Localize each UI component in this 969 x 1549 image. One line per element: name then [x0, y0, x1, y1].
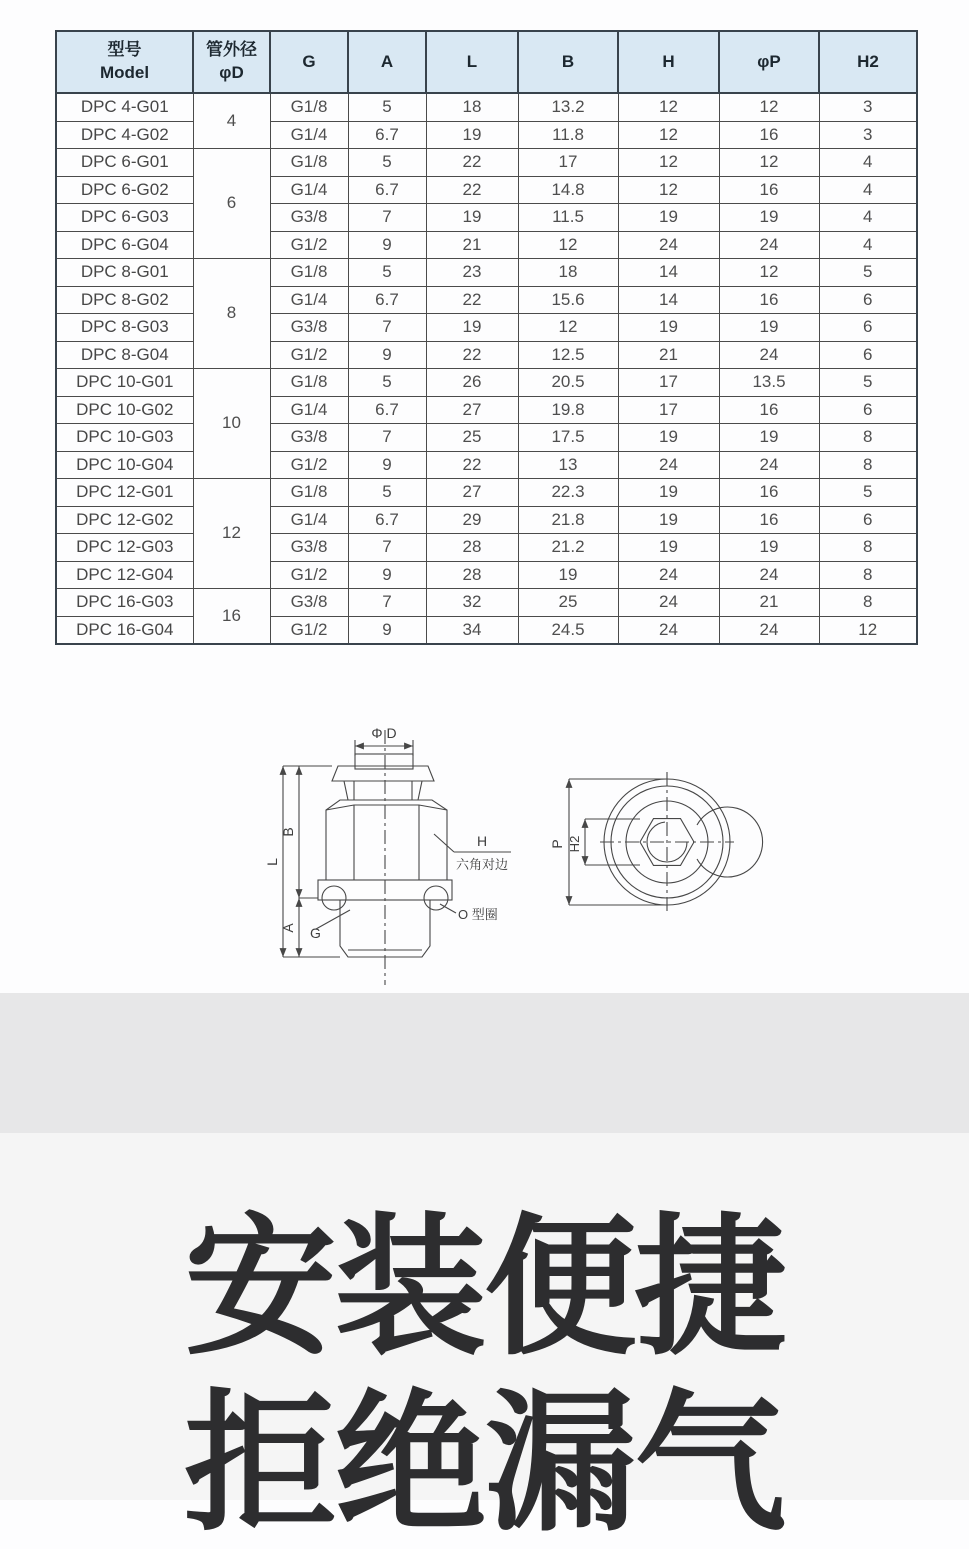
cell-h: 24	[618, 561, 719, 589]
cell-b: 12.5	[518, 341, 618, 369]
cell-g: G1/2	[270, 341, 348, 369]
release-collar	[344, 781, 422, 800]
cell-model: DPC 12-G03	[56, 534, 193, 562]
cell-g: G3/8	[270, 534, 348, 562]
cell-model: DPC 10-G01	[56, 369, 193, 397]
cell-l: 28	[426, 561, 518, 589]
cell-p: 24	[719, 451, 819, 479]
cell-model: DPC 8-G03	[56, 314, 193, 342]
column-header-model: 型号 Model	[56, 31, 193, 93]
cell-b: 13.2	[518, 93, 618, 121]
column-header-p: φP	[719, 31, 819, 93]
cell-g: G1/4	[270, 396, 348, 424]
cell-a: 9	[348, 231, 426, 259]
cell-b: 12	[518, 314, 618, 342]
hex-body	[326, 800, 447, 880]
cell-b: 19.8	[518, 396, 618, 424]
cell-b: 15.6	[518, 286, 618, 314]
cell-p: 19	[719, 204, 819, 232]
cell-h2: 4	[819, 176, 917, 204]
table-row	[56, 286, 917, 314]
table-row	[56, 451, 917, 479]
cell-h: 12	[618, 93, 719, 121]
cell-h2: 4	[819, 204, 917, 232]
column-header-l: L	[426, 31, 518, 93]
cell-l: 19	[426, 121, 518, 149]
cell-model: DPC 12-G02	[56, 506, 193, 534]
cell-l: 22	[426, 286, 518, 314]
cell-b: 21.2	[518, 534, 618, 562]
cell-h: 19	[618, 314, 719, 342]
cell-h2: 6	[819, 286, 917, 314]
cell-h2: 3	[819, 121, 917, 149]
cell-h: 24	[618, 451, 719, 479]
cell-h2: 12	[819, 616, 917, 644]
cell-h: 19	[618, 204, 719, 232]
slogan-banner	[0, 1133, 969, 1549]
cell-l: 27	[426, 396, 518, 424]
cell-outer-diameter: 10	[193, 369, 270, 479]
table-row	[56, 93, 917, 121]
table-row	[56, 506, 917, 534]
cell-h2: 6	[819, 396, 917, 424]
table-row	[56, 424, 917, 452]
cell-a: 9	[348, 616, 426, 644]
cell-g: G1/8	[270, 259, 348, 287]
table-row	[56, 479, 917, 507]
cell-g: G1/4	[270, 506, 348, 534]
cell-l: 25	[426, 424, 518, 452]
cell-b: 17	[518, 149, 618, 177]
cell-l: 23	[426, 259, 518, 287]
cell-h2: 8	[819, 561, 917, 589]
cell-h: 14	[618, 286, 719, 314]
table-row	[56, 176, 917, 204]
cell-p: 19	[719, 534, 819, 562]
table-row	[56, 204, 917, 232]
cell-g: G1/4	[270, 176, 348, 204]
cell-h2: 6	[819, 314, 917, 342]
oring-label: O 型圈	[458, 907, 498, 922]
cell-h2: 8	[819, 424, 917, 452]
cell-p: 12	[719, 149, 819, 177]
technical-drawing	[250, 712, 780, 997]
tube-outline	[355, 754, 413, 769]
cell-outer-diameter: 8	[193, 259, 270, 369]
cell-outer-diameter: 4	[193, 93, 270, 149]
cell-g: G1/8	[270, 479, 348, 507]
cell-b: 11.5	[518, 204, 618, 232]
cell-g: G1/2	[270, 451, 348, 479]
cell-b: 24.5	[518, 616, 618, 644]
cell-h: 21	[618, 341, 719, 369]
dim-L-label: L	[264, 858, 280, 866]
cell-h2: 6	[819, 341, 917, 369]
cell-l: 34	[426, 616, 518, 644]
cell-a: 6.7	[348, 286, 426, 314]
cell-l: 26	[426, 369, 518, 397]
cell-h: 19	[618, 424, 719, 452]
top-view-labels	[549, 836, 582, 853]
spec-table	[55, 30, 918, 645]
cell-g: G1/4	[270, 286, 348, 314]
cell-l: 22	[426, 451, 518, 479]
column-header-b: B	[518, 31, 618, 93]
dim-A-label: A	[280, 923, 296, 933]
table-row	[56, 121, 917, 149]
cell-p: 21	[719, 589, 819, 617]
dim-phid-label: Φ D	[371, 725, 397, 741]
cell-a: 5	[348, 259, 426, 287]
cell-p: 19	[719, 314, 819, 342]
table-row	[56, 149, 917, 177]
cell-p: 19	[719, 424, 819, 452]
cell-model: DPC 6-G02	[56, 176, 193, 204]
cell-b: 22.3	[518, 479, 618, 507]
cell-g: G3/8	[270, 314, 348, 342]
cell-model: DPC 16-G03	[56, 589, 193, 617]
cell-b: 12	[518, 231, 618, 259]
cell-l: 27	[426, 479, 518, 507]
cell-p: 16	[719, 121, 819, 149]
cell-b: 13	[518, 451, 618, 479]
cell-h: 24	[618, 231, 719, 259]
cell-h: 14	[618, 259, 719, 287]
cell-g: G1/2	[270, 561, 348, 589]
cell-a: 6.7	[348, 396, 426, 424]
leader-G	[316, 910, 350, 929]
cell-a: 5	[348, 93, 426, 121]
cell-g: G1/2	[270, 231, 348, 259]
table-row	[56, 231, 917, 259]
cell-model: DPC 4-G02	[56, 121, 193, 149]
cell-p: 24	[719, 341, 819, 369]
column-header-d: 管外径 φD	[193, 31, 270, 93]
hex-label: H	[476, 833, 488, 849]
cell-p: 24	[719, 616, 819, 644]
cell-model: DPC 10-G02	[56, 396, 193, 424]
cell-p: 16	[719, 506, 819, 534]
oring-left	[322, 886, 346, 910]
table-row	[56, 534, 917, 562]
cell-l: 22	[426, 149, 518, 177]
cell-model: DPC 8-G01	[56, 259, 193, 287]
spec-table-body	[56, 93, 917, 644]
cell-h: 24	[618, 616, 719, 644]
cell-l: 22	[426, 341, 518, 369]
front-view-labels	[264, 725, 508, 941]
cell-h: 19	[618, 534, 719, 562]
cell-outer-diameter: 6	[193, 149, 270, 259]
cell-h2: 8	[819, 589, 917, 617]
cell-l: 29	[426, 506, 518, 534]
cell-b: 17.5	[518, 424, 618, 452]
column-header-h: H	[618, 31, 719, 93]
table-row	[56, 396, 917, 424]
cell-a: 6.7	[348, 176, 426, 204]
table-row	[56, 369, 917, 397]
cap-flange	[332, 766, 434, 781]
column-header-a: A	[348, 31, 426, 93]
cell-a: 7	[348, 534, 426, 562]
table-row	[56, 314, 917, 342]
cell-p: 24	[719, 561, 819, 589]
header-row	[56, 31, 917, 93]
cell-l: 22	[426, 176, 518, 204]
cell-l: 28	[426, 534, 518, 562]
top-view-drawing	[569, 772, 763, 914]
cell-b: 25	[518, 589, 618, 617]
cell-model: DPC 16-G04	[56, 616, 193, 644]
cell-h2: 4	[819, 231, 917, 259]
column-header-h2: H2	[819, 31, 917, 93]
cell-a: 7	[348, 424, 426, 452]
table-row	[56, 589, 917, 617]
cell-h: 12	[618, 149, 719, 177]
table-row	[56, 341, 917, 369]
cell-model: DPC 10-G03	[56, 424, 193, 452]
cell-outer-diameter: 12	[193, 479, 270, 589]
cell-b: 19	[518, 561, 618, 589]
cell-g: G3/8	[270, 424, 348, 452]
cell-h2: 4	[819, 149, 917, 177]
leader-H	[434, 834, 454, 852]
thread-label: G	[310, 925, 321, 941]
spec-table-header	[56, 31, 917, 93]
cell-h: 19	[618, 506, 719, 534]
table-row	[56, 561, 917, 589]
cell-l: 21	[426, 231, 518, 259]
cell-l: 18	[426, 93, 518, 121]
cell-h: 17	[618, 396, 719, 424]
cell-p: 12	[719, 93, 819, 121]
cell-p: 13.5	[719, 369, 819, 397]
cell-model: DPC 12-G01	[56, 479, 193, 507]
cell-h2: 8	[819, 451, 917, 479]
cell-g: G1/8	[270, 149, 348, 177]
cell-g: G1/8	[270, 369, 348, 397]
slogan-line-2: 拒绝漏气	[184, 1379, 785, 1549]
cell-a: 6.7	[348, 121, 426, 149]
column-header-g: G	[270, 31, 348, 93]
cell-model: DPC 10-G04	[56, 451, 193, 479]
cell-g: G3/8	[270, 204, 348, 232]
cell-p: 16	[719, 176, 819, 204]
cell-l: 19	[426, 314, 518, 342]
cell-p: 16	[719, 396, 819, 424]
cell-l: 32	[426, 589, 518, 617]
cell-l: 19	[426, 204, 518, 232]
cell-h2: 8	[819, 534, 917, 562]
cell-h2: 3	[819, 93, 917, 121]
hex-note: 六角对边	[455, 857, 509, 872]
cell-h: 17	[618, 369, 719, 397]
cell-g: G3/8	[270, 589, 348, 617]
cell-a: 7	[348, 204, 426, 232]
cell-p: 24	[719, 231, 819, 259]
slogan-line-1: 安装便捷	[184, 1203, 785, 1373]
cell-a: 7	[348, 314, 426, 342]
cell-model: DPC 6-G01	[56, 149, 193, 177]
cell-h: 19	[618, 479, 719, 507]
cell-p: 16	[719, 286, 819, 314]
cell-p: 16	[719, 479, 819, 507]
table-row	[56, 616, 917, 644]
cell-h: 12	[618, 176, 719, 204]
cell-a: 5	[348, 369, 426, 397]
cell-a: 9	[348, 561, 426, 589]
cell-a: 9	[348, 451, 426, 479]
cell-a: 6.7	[348, 506, 426, 534]
cell-b: 21.8	[518, 506, 618, 534]
cell-model: DPC 8-G04	[56, 341, 193, 369]
cell-a: 7	[348, 589, 426, 617]
dim-H2-label: H2	[567, 835, 582, 853]
cell-h2: 5	[819, 259, 917, 287]
cell-g: G1/4	[270, 121, 348, 149]
cell-model: DPC 6-G03	[56, 204, 193, 232]
dim-B-label: B	[280, 827, 296, 837]
cell-b: 20.5	[518, 369, 618, 397]
cell-b: 14.8	[518, 176, 618, 204]
cell-h: 12	[618, 121, 719, 149]
cell-h2: 5	[819, 369, 917, 397]
cell-g: G1/8	[270, 93, 348, 121]
cell-p: 12	[719, 259, 819, 287]
table-row	[56, 259, 917, 287]
cell-model: DPC 8-G02	[56, 286, 193, 314]
cell-model: DPC 12-G04	[56, 561, 193, 589]
cell-b: 11.8	[518, 121, 618, 149]
cell-a: 5	[348, 479, 426, 507]
cell-h2: 5	[819, 479, 917, 507]
cell-model: DPC 6-G04	[56, 231, 193, 259]
cell-a: 5	[348, 149, 426, 177]
cell-g: G1/2	[270, 616, 348, 644]
cell-h2: 6	[819, 506, 917, 534]
cell-b: 18	[518, 259, 618, 287]
divider-band	[0, 993, 969, 1133]
cell-h: 24	[618, 589, 719, 617]
cell-outer-diameter: 16	[193, 589, 270, 645]
dim-P-label: P	[549, 839, 565, 849]
cell-a: 9	[348, 341, 426, 369]
cell-model: DPC 4-G01	[56, 93, 193, 121]
